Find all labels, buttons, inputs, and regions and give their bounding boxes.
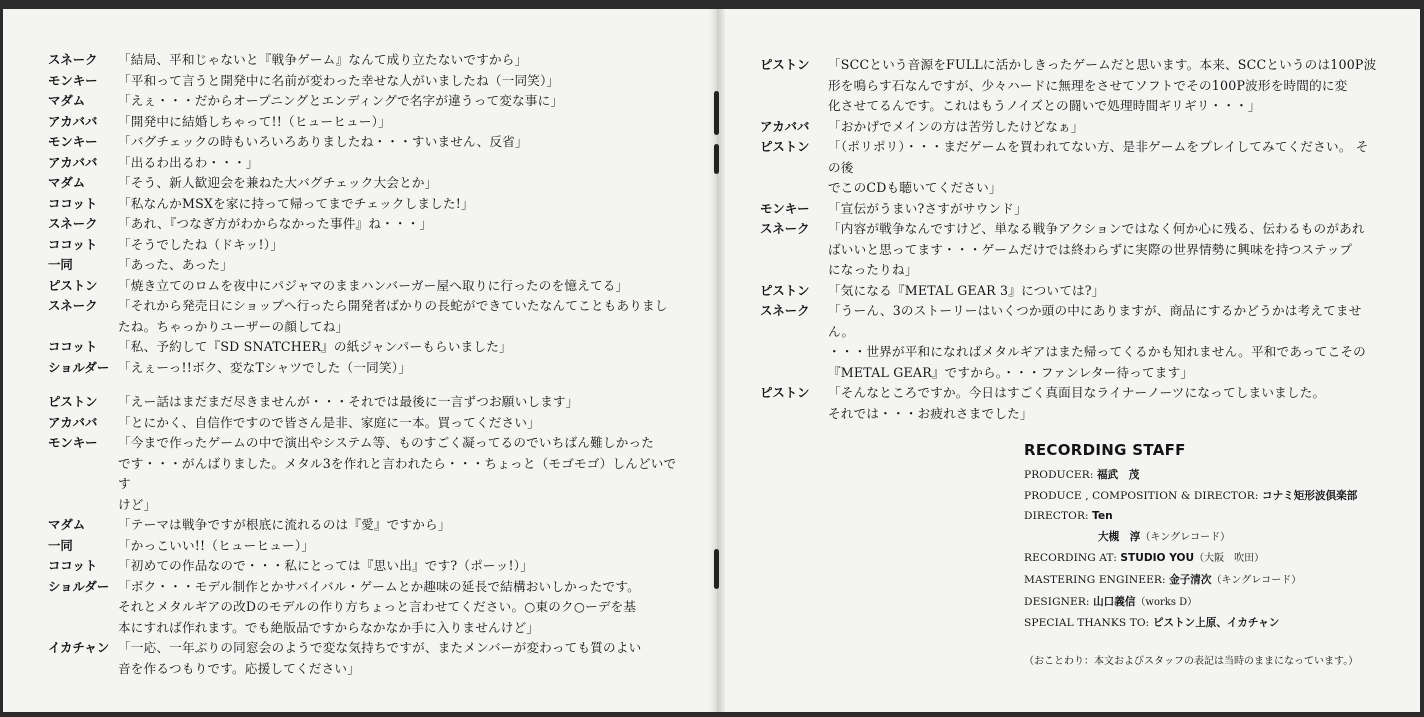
credit-label: PRODUCER: [1024, 469, 1097, 481]
dialogue-line: 「えぇーっ!!ボク、変なTシャツでした（一同笑）」 [118, 359, 412, 375]
dialogue-line: 「焼き立てのロムを夜中にパジャマのままハンバーガー屋へ取りに行ったのを憶えてる」 [118, 277, 629, 293]
speaker-name: スネーク [48, 52, 98, 67]
credit-value: 大槻 淳 [1098, 530, 1141, 543]
dialogue-row [48, 71, 688, 92]
credit-note: （works D） [1135, 596, 1198, 608]
dialogue-row [48, 50, 688, 71]
dialogue-row [760, 383, 1380, 424]
speaker-name: イカチャン [48, 640, 110, 655]
dialogue-row [48, 392, 688, 413]
dialogue-row [48, 132, 688, 153]
dialogue-line: 「初めての作品なので・・・私にとっては『思い出』です?（ポーッ!）」 [118, 558, 534, 573]
dialogue-row [48, 91, 688, 112]
speaker-name: マダム [48, 517, 86, 532]
dialogue-row [48, 536, 688, 557]
speaker-name: 一同 [48, 537, 73, 553]
dialogue-line: 「今まで作ったゲームの中で演出やシステム等、ものすごく凝ってるのでいちばん難しかった です・・・がんばりました。メタル3を作れと言われたら・・・ちょっと（モゴモゴ）しんどいです けど」 [118, 435, 677, 512]
dialogue-line: 「（ポリポリ）・・・まだゲームを買われてない方、是非ゲームをプレイしてみてください。 その後 でこのCDも聴いてください」 [828, 139, 1369, 195]
credit-value: 金子清次 [1169, 573, 1212, 586]
speaker-name: アカババ [760, 118, 810, 134]
dialogue-line: 「開発中に結婚しちゃって!!（ヒューヒュー）」 [118, 113, 391, 129]
speaker-name: ピストン [760, 385, 810, 400]
speaker-name: モンキー [48, 72, 98, 88]
dialogue-line: 「結局、平和じゃないと『戦争ゲーム』なんて成り立たないですから」 [118, 52, 528, 67]
dialogue-row [48, 235, 688, 256]
left-page [48, 50, 688, 679]
dialogue-line: 「とにかく、自信作ですので皆さん是非、家庭に一本。買ってください」 [118, 414, 540, 430]
dialogue-line: 「えぇ・・・だからオープニングとエンディングで名字が違うって変な事に」 [118, 93, 564, 108]
speaker-name: ピストン [48, 394, 98, 409]
dialogue-row [48, 153, 688, 174]
speaker-name: ココット [48, 195, 98, 211]
speaker-name: スネーク [760, 303, 810, 318]
credit-mastering [1024, 570, 1404, 592]
dialogue-line: 「テーマは戦争ですが根底に流れるのは『愛』ですから」 [118, 517, 451, 532]
speaker-name: 一同 [48, 257, 73, 272]
dialogue-row [48, 112, 688, 133]
credit-value: 福武 茂 [1096, 469, 1140, 481]
credit-director-2 [1024, 527, 1404, 549]
dialogue-line: 「それから発売日にショップへ行ったら開発者ばかりの長蛇ができていたなんてこともありまし たね。ちゃっかりユーザーの顔してね」 [118, 298, 668, 334]
dialogue-line: 「出るわ出るわ・・・」 [118, 154, 259, 170]
credit-value: Ten [1092, 510, 1113, 523]
credit-label: SPECIAL THANKS TO: [1024, 617, 1153, 630]
dialogue-row [760, 137, 1380, 199]
credit-produce [1024, 486, 1404, 507]
credit-note: （キングレコード） [1211, 574, 1302, 586]
dialogue-line: 「そうでしたね（ドキッ!）」 [118, 236, 284, 252]
credit-value: ピストン上原、イカチャン [1152, 617, 1280, 630]
dialogue-row [48, 255, 688, 276]
staple-mark [714, 91, 719, 135]
speaker-name: モンキー [48, 134, 98, 149]
credit-value: 山口義信 [1093, 595, 1136, 608]
credit-label: PRODUCE , COMPOSITION & DIRECTOR: [1024, 489, 1262, 502]
credit-label: DIRECTOR: [1024, 510, 1093, 523]
credit-value: コナミ矩形波倶楽部 [1261, 489, 1358, 502]
right-page [760, 55, 1380, 424]
speaker-name: アカババ [48, 154, 98, 170]
dialogue-line: 「一応、一年ぶりの同窓会のようで変な気持ちですが、またメンバーが変わっても質のよい 音を作るつもりです。応援してください」 [118, 640, 642, 676]
dialogue-line: 「バグチェックの時もいろいろありましたね・・・すいません、反省」 [118, 134, 528, 149]
speaker-name: ココット [48, 339, 98, 354]
dialogue-row [48, 638, 688, 679]
credit-note: （大阪 吹田） [1194, 553, 1265, 565]
recording-staff [1024, 441, 1404, 634]
dialogue-line: 「ボク・・・モデル制作とかサバイバル・ゲームとか趣味の延長で結構おいしかったです。 それとメタルギアの改Dのモデルの作り方ちょっと言わせてください。○東のク○ーデを基 本にすれば作れます。でも絶版品ですからなかなか手に入りませんけど」 [118, 578, 640, 635]
speaker-name: アカババ [48, 414, 98, 430]
dialogue-row [760, 281, 1380, 302]
speaker-name: スネーク [48, 216, 98, 231]
dialogue-line: 「平和って言うと開発中に名前が変わった幸せな人がいましたね（一同笑）」 [118, 72, 560, 88]
dialogue-row [760, 301, 1380, 383]
dialogue-row [760, 117, 1380, 138]
speaker-name: マダム [48, 93, 86, 108]
dialogue-line: 「内容が戦争なんですけど、単なる戦争アクションではなく何か心に残る、伝わるものがあれ ばいいと思ってます・・・ゲームだけでは終わらずに実際の世界情勢に興味を持つステップ になったりね」 [828, 221, 1365, 277]
speaker-name: モンキー [48, 435, 98, 450]
dialogue-row [48, 358, 688, 379]
speaker-name: ココット [48, 558, 98, 573]
speaker-name: ショルダー [48, 359, 110, 375]
dialogue-row [48, 577, 688, 639]
dialogue-row [48, 173, 688, 194]
section-gap [48, 378, 688, 392]
dialogue-row [48, 296, 688, 337]
dialogue-line: 「そう、新人歓迎会を兼ねた大バグチェック大会とか」 [118, 175, 438, 190]
speaker-name: ピストン [760, 139, 810, 154]
credit-designer [1024, 592, 1404, 614]
dialogue-line: 「かっこいい!!（ヒューヒュー）」 [118, 537, 315, 553]
dialogue-line: 「えー話はまだまだ尽きませんが・・・それでは最後に一言ずつお願いします」 [118, 394, 579, 409]
dialogue-row [48, 214, 688, 235]
dialogue-line: 「あれ、『つなぎ方がわからなかった事件』ね・・・」 [118, 216, 433, 231]
speaker-name: ピストン [760, 282, 810, 298]
dialogue-row [48, 337, 688, 358]
dialogue-row [48, 194, 688, 215]
staff-title: RECORDING STAFF [1024, 441, 1186, 459]
credit-thanks [1024, 613, 1404, 634]
credit-note: （キングレコード） [1140, 531, 1231, 543]
dialogue-row [48, 433, 688, 515]
dialogue-row [48, 276, 688, 297]
dialogue-line: 「私、予約して『SD SNATCHER』の紙ジャンパーもらいました」 [118, 339, 512, 354]
dialogue-row [760, 55, 1380, 117]
footnote: （おことわり：本文およびスタッフの表記は当時のままになっています。） [1024, 656, 1359, 667]
credit-label: MASTERING ENGINEER: [1024, 573, 1170, 586]
staple-mark [714, 549, 719, 589]
booklet-spine [709, 9, 725, 712]
credit-label: DESIGNER: [1024, 595, 1094, 608]
credit-director [1024, 506, 1404, 527]
dialogue-line: 「SCCという音源をFULLに活かしきったゲームだと思います。本来、SCCというのは100P波 形を鳴らす石なんですが、少々ハードに無理をさせてソフトでその100P波形を時間的に変 化させてるんです。これはもうノイズとの闘いで処理時間ギリギリ・・・」 [828, 57, 1377, 113]
dialogue-line: 「おかげでメインの方は苦労したけどなぁ」 [828, 118, 1084, 134]
dialogue-line: 「あった、あった」 [118, 257, 233, 272]
speaker-name: ショルダー [48, 578, 110, 594]
speaker-name: ピストン [48, 277, 98, 293]
dialogue-line: 「そんなところですか。今日はすごく真面目なライナーノーツになってしまいました。 それでは・・・お疲れさまでした」 [828, 385, 1326, 421]
speaker-name: ピストン [760, 57, 810, 72]
speaker-name: スネーク [48, 298, 98, 313]
credit-recording [1024, 548, 1404, 570]
dialogue-row [48, 515, 688, 536]
staple-mark [714, 144, 719, 174]
dialogue-line: 「気になる『METAL GEAR 3』については?」 [828, 282, 1105, 298]
dialogue-row [48, 556, 688, 577]
credit-value: STUDIO YOU [1120, 552, 1195, 565]
dialogue-row [48, 413, 688, 434]
speaker-name: マダム [48, 175, 86, 190]
speaker-name: モンキー [760, 200, 810, 216]
speaker-name: スネーク [760, 221, 810, 236]
dialogue-row [760, 199, 1380, 220]
dialogue-line: 「宣伝がうまい?さすがサウンド」 [828, 200, 1027, 216]
dialogue-row [760, 219, 1380, 281]
dialogue-line: 「私なんかMSXを家に持って帰ってまでチェックしました!」 [118, 195, 474, 211]
speaker-name: アカババ [48, 113, 98, 129]
dialogue-line: 「うーん、3のストーリーはいくつか頭の中にありますが、商品にするかどうかは考えてません。 ・・・世界が平和になればメタルギアはまた帰ってくるかも知れません。平和であってこその 『METAL GEAR』ですから。・・・ファンレター待ってます」 [828, 303, 1366, 380]
speaker-name: ココット [48, 236, 98, 252]
credit-producer [1024, 465, 1404, 486]
credit-label: RECORDING AT: [1024, 552, 1121, 565]
